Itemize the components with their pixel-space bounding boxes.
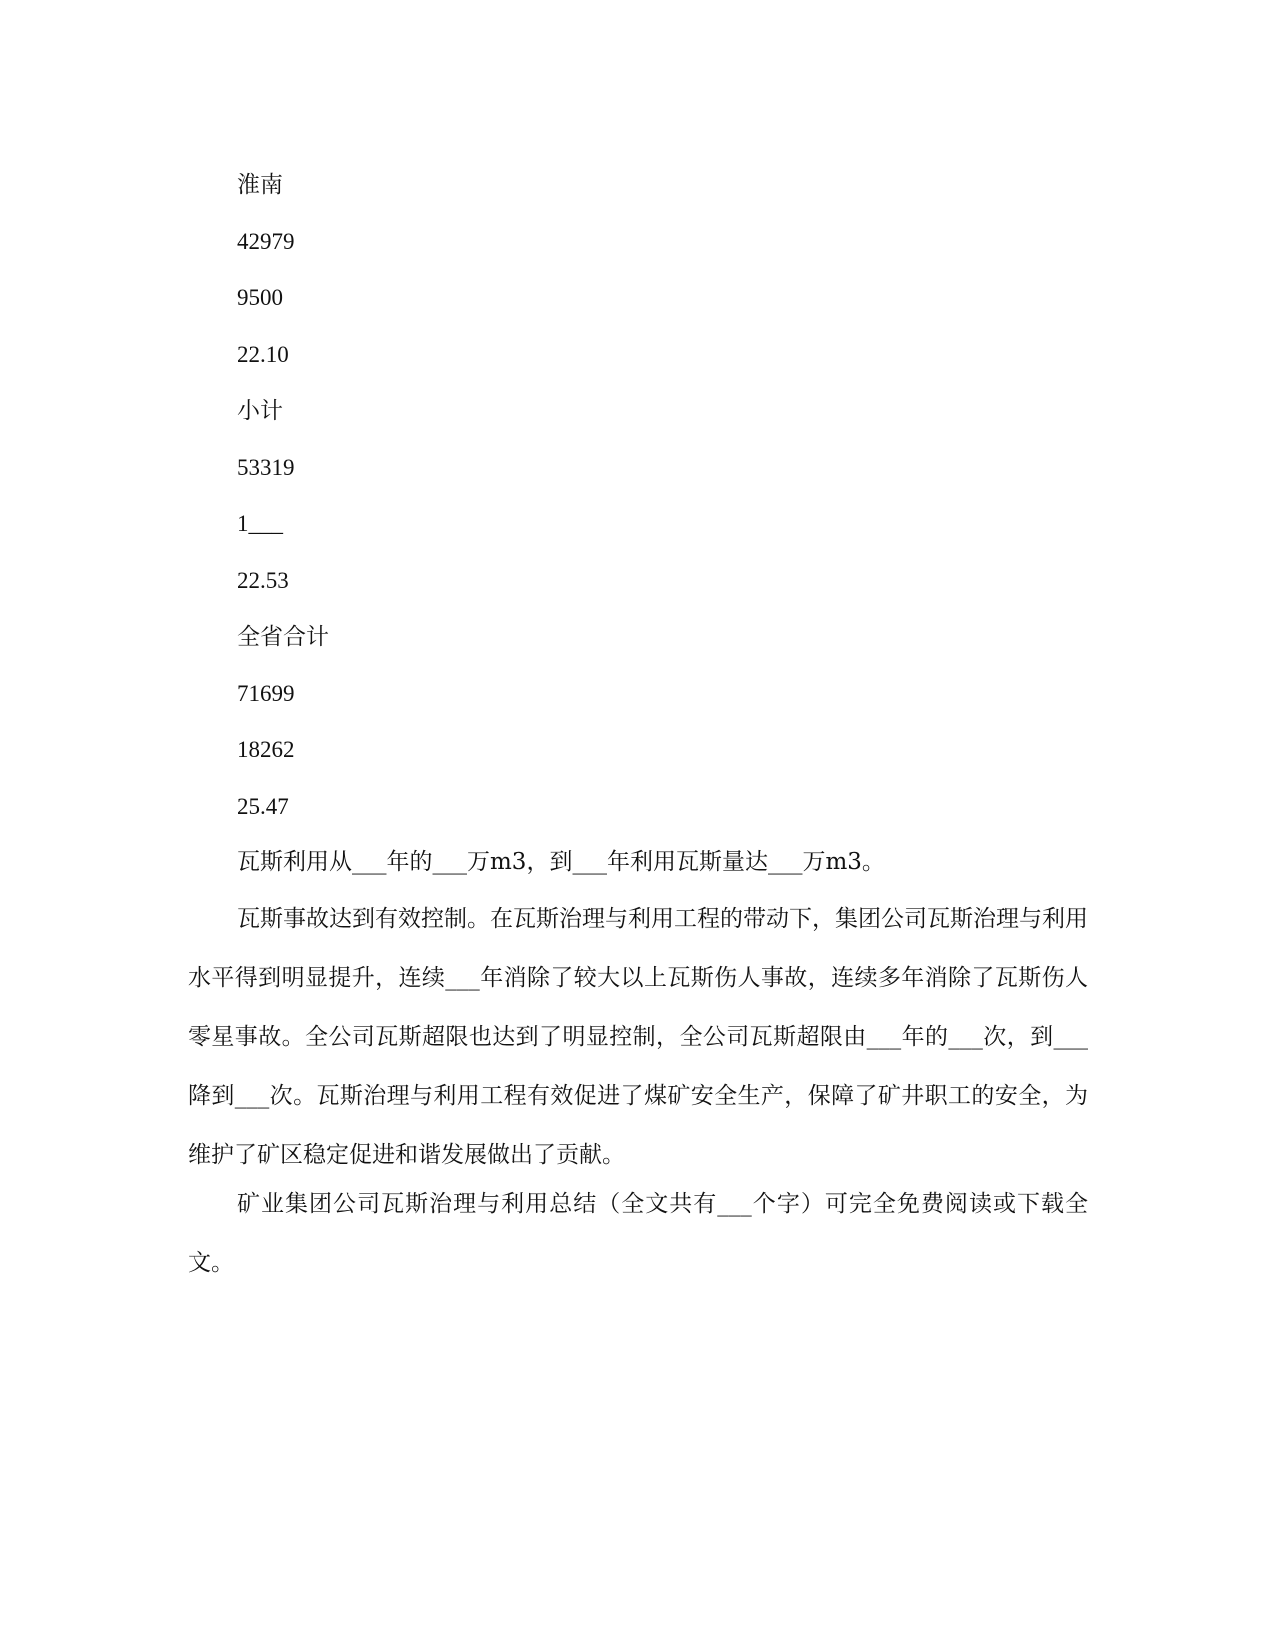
row-value: 71699 xyxy=(237,681,295,706)
row-value: 25.47 xyxy=(237,794,289,819)
row-label-huainan: 淮南 xyxy=(237,172,283,198)
row-value: 18262 xyxy=(237,737,295,762)
row-value: 22.53 xyxy=(237,568,289,593)
row-value: 1___ xyxy=(237,511,283,536)
row-label-province-total: 全省合计 xyxy=(237,624,329,650)
row-value: 42979 xyxy=(237,229,295,254)
row-label-subtotal: 小计 xyxy=(237,398,283,424)
row-value: 53319 xyxy=(237,455,295,480)
paragraph-download-note: 矿业集团公司瓦斯治理与利用总结（全文共有___个字）可完全免费阅读或下载全文。 xyxy=(188,1191,1088,1276)
row-value: 9500 xyxy=(237,285,283,310)
row-value: 22.10 xyxy=(237,342,289,367)
paragraph-accident-control: 瓦斯事故达到有效控制。在瓦斯治理与利用工程的带动下，集团公司瓦斯治理与利用水平得到明显提升，连续___年消除了较大以上瓦斯伤人事故，连续多年消除了瓦斯伤人零星事故。全公司瓦斯超限也达到了明显控制，全公司瓦斯超限由___年的___次，到___降到___次。瓦斯治理与利用工程有效促进了煤矿安全生产，保障了矿井职工的安全，为维护了矿区稳定促进和谐发展做出了贡献。 xyxy=(188,906,1088,1168)
paragraph-gas-utilization: 瓦斯利用从___年的___万m3，到___年利用瓦斯量达___万m3。 xyxy=(237,849,885,875)
